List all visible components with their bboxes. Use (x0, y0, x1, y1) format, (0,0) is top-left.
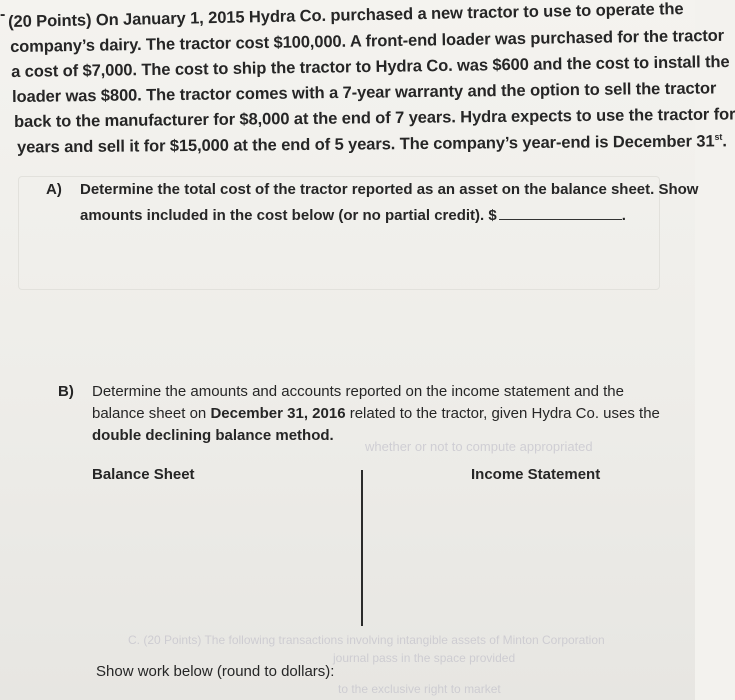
question-line-1: (20 Points) On January 1, 2015 Hydra Co. purchased a new tractor to use to operate the (8, 0, 684, 31)
part-a-label: A) (46, 181, 62, 198)
part-b (58, 383, 660, 449)
question-line-4: loader was $800. The tractor comes with a 7-year warranty and the option to sell the tractor (12, 79, 717, 106)
date-superscript: st (714, 131, 723, 142)
answer-blank-line[interactable] (499, 205, 622, 220)
part-b-label: B) (58, 383, 74, 400)
question-line-6 (17, 132, 727, 158)
part-a-line-2 (46, 205, 698, 229)
part-b-date: December 31, 2016 (210, 405, 346, 422)
bleed-through-text-3: journal pass in the space provided (333, 651, 516, 665)
part-a-text-2: amounts included in the cost below (or no partial credit). $ (80, 207, 497, 224)
bleed-through-text-2: C. (20 Points) The following transactions involving intangible assets of Minton Corporation (128, 633, 605, 647)
part-b-text-2-pre: balance sheet on (92, 405, 211, 422)
bleed-through-text-4: to the exclusive right to market (338, 682, 501, 696)
question-line-3: a cost of $7,000. The cost to ship the tractor to Hydra Co. was $600 and the cost to install the (11, 52, 730, 81)
part-b-line-1 (58, 383, 660, 405)
column-divider (361, 470, 363, 626)
part-a (46, 181, 698, 229)
question-end-period: . (722, 132, 727, 151)
part-b-method: double declining balance method. (92, 427, 334, 444)
margin-dash: - (0, 6, 6, 23)
bleed-through-text-1: whether or not to compute appropriated (365, 439, 593, 454)
part-b-text-1: Determine the amounts and accounts reported on the income statement and the (92, 383, 624, 400)
part-b-line-3 (58, 427, 660, 449)
show-work-instruction: Show work below (round to dollars): (96, 663, 335, 680)
part-b-line-2 (58, 405, 660, 427)
income-statement-heading: Income Statement (471, 466, 601, 483)
part-a-text-1: Determine the total cost of the tractor reported as an asset on the balance sheet. Show (80, 181, 699, 198)
part-b-text-2-post: related to the tractor, given Hydra Co. uses the (345, 405, 660, 422)
balance-sheet-heading: Balance Sheet (92, 466, 195, 483)
question-line-6-text: years and sell it for $15,000 at the end of 5 years. The company’s year-end is December 31 (17, 132, 715, 157)
question-line-2: company’s dairy. The tractor cost $100,000. A front-end loader was purchased for the tractor (10, 26, 725, 56)
part-a-line-1 (46, 181, 698, 205)
question-line-5: back to the manufacturer for $8,000 at the end of 7 years. Hydra expects to use the tractor for (14, 105, 735, 131)
part-a-end-period: . (621, 207, 626, 224)
